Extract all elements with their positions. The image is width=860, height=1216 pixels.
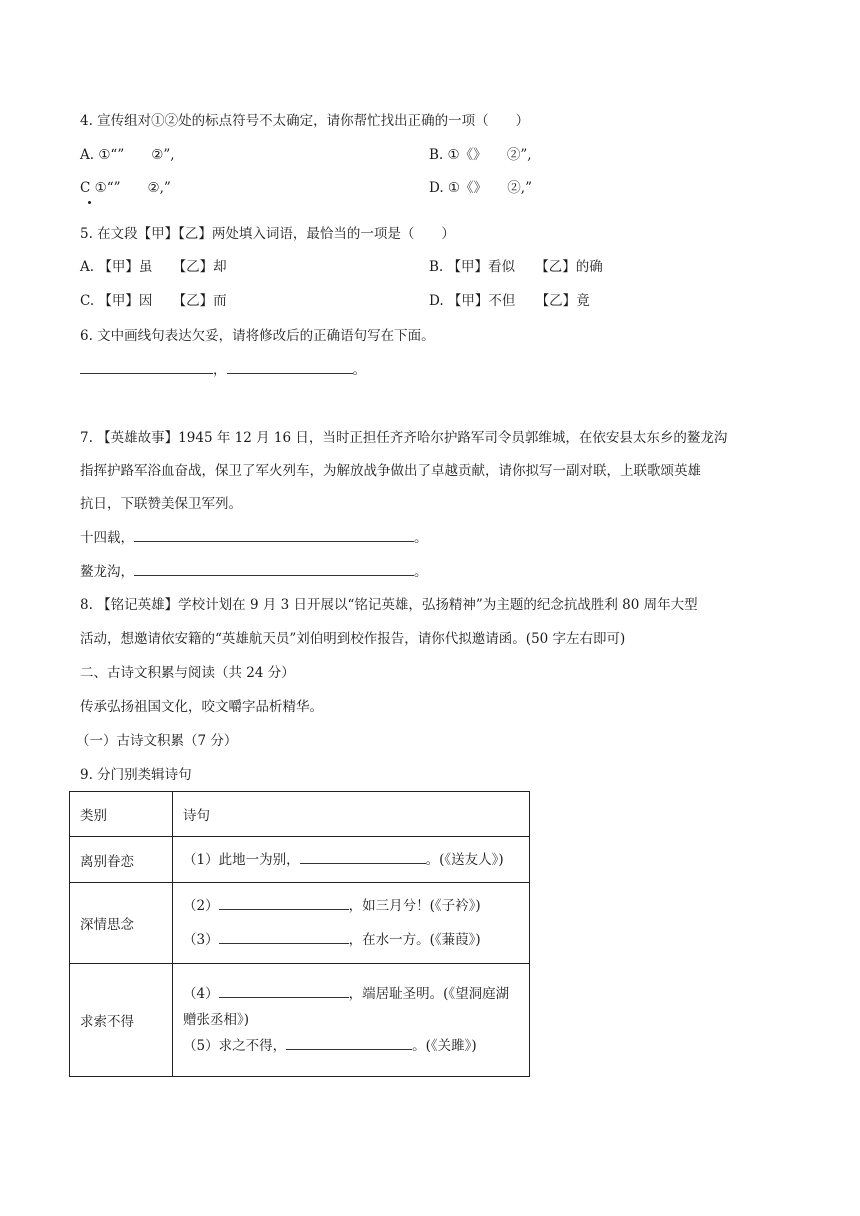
q5-option-d[interactable]: D. 【甲】不但 【乙】竟 [429, 293, 590, 309]
section-2-title: 二、古诗文积累与阅读（共 24 分） [80, 665, 295, 681]
poem-line-post: ，端居耻圣明。(《望洞庭湖 [348, 986, 510, 1002]
poem-blank-4[interactable] [219, 984, 349, 998]
q4-option-b[interactable]: B. ①《》 ②”, [429, 147, 532, 163]
q6-blank-1[interactable] [80, 360, 213, 374]
poem-line [183, 850, 529, 870]
q7-upper-prefix: 十四载， [80, 530, 134, 546]
q7-line-1: 7. 【英雄故事】1945 年 12 月 16 日，当时正担任齐齐哈尔护路军司令员郭维城，在依安县太东乡的鳌龙沟 [80, 430, 728, 446]
q6-period: 。 [352, 362, 366, 378]
row-category: 求索不得 [70, 964, 173, 1077]
q5-option-b[interactable]: B. 【甲】看似 【乙】的确 [429, 259, 603, 275]
q7-lower-prefix: 鳌龙沟， [80, 564, 134, 580]
table-row [70, 883, 530, 964]
q7-lower-couplet [80, 562, 428, 582]
poem-line-post: 。(《送友人》) [425, 851, 504, 868]
row-category: 离别眷恋 [70, 837, 173, 883]
q7-lower-period: 。 [414, 564, 428, 580]
poem-line-post: 。(《关雎》) [412, 1038, 477, 1054]
poem-table [69, 791, 530, 1077]
q8-line-1: 8. 【铭记英雄】学校计划在 9 月 3 日开展以“铭记英雄，弘扬精神”为主题的纪念抗战胜利 80 周年大型 [80, 597, 698, 613]
poem-line-pre: 赠张丞相》) [183, 1012, 250, 1028]
poem-blank-1[interactable] [300, 850, 426, 864]
subsection-1-title: （一）古诗文积累（7 分） [76, 733, 238, 749]
q7-lower-blank[interactable] [134, 562, 414, 576]
header-category: 类别 [70, 792, 173, 837]
q6-blank-2[interactable] [227, 360, 353, 374]
table-row [70, 837, 530, 883]
poem-blank-3[interactable] [219, 930, 349, 944]
q5-option-a[interactable]: A. 【甲】虽 【乙】却 [80, 259, 227, 275]
poem-blank-2[interactable] [219, 896, 349, 910]
row-lines [173, 964, 530, 1077]
section-2-intro: 传承弘扬祖国文化，咬文嚼字品析精华。 [80, 699, 323, 715]
q7-line-3: 抗日，下联赞美保卫军列。 [80, 496, 242, 512]
poem-line [183, 1036, 529, 1056]
q6-comma: ， [213, 362, 227, 378]
poem-line-pre: （3） [183, 932, 219, 948]
poem-line-pre: （5）求之不得， [183, 1038, 287, 1054]
poem-line [183, 930, 529, 950]
table-header-row [70, 792, 530, 837]
poem-blank-5[interactable] [286, 1036, 412, 1050]
q6-answer-line [80, 360, 366, 380]
row-lines [173, 837, 530, 883]
q8-line-2: 活动，想邀请依安籍的“英雄航天员”刘伯明到校作报告，请你代拟邀请函。(50 字左右即可) [80, 631, 626, 647]
q4-option-c[interactable]: C ①“” ②,” [80, 180, 171, 196]
poem-line [183, 1010, 529, 1030]
q7-upper-period: 。 [414, 530, 428, 546]
row-category: 深情思念 [70, 883, 173, 964]
poem-line-post: ，如三月兮！(《子衿》) [348, 898, 481, 914]
header-lines: 诗句 [173, 792, 530, 837]
q7-line-2: 指挥护路军浴血奋战，保卫了军火列车，为解放战争做出了卓越贡献，请你拟写一副对联，上联歌颂英雄 [80, 463, 701, 479]
poem-line [183, 896, 529, 916]
q5-stem: 5. 在文段【甲】【乙】两处填入词语，最恰当的一项是（ ） [80, 226, 455, 242]
poem-line-post: ，在水一方。(《蒹葭》) [348, 932, 481, 948]
poem-line-pre: （1）此地一为别， [183, 851, 300, 868]
q4-option-a[interactable]: A. ①“” ②”, [80, 147, 175, 163]
q6-stem: 6. 文中画线句表达欠妥，请将修改后的正确语句写在下面。 [80, 328, 435, 344]
poem-line-pre: （4） [183, 986, 219, 1002]
q4-option-d[interactable]: D. ①《》 ②,” [429, 180, 532, 196]
row-lines [173, 883, 530, 964]
poem-line [183, 984, 529, 1004]
emphasis-dot [88, 201, 91, 204]
q9-stem: 9. 分门别类辑诗句 [80, 767, 192, 783]
table-row [70, 964, 530, 1077]
q4-stem: 4. 宣传组对①②处的标点符号不太确定，请你帮忙找出正确的一项（ ） [80, 113, 530, 129]
q7-upper-couplet [80, 528, 428, 548]
poem-line-pre: （2） [183, 898, 219, 914]
q7-upper-blank[interactable] [134, 528, 414, 542]
q5-option-c[interactable]: C. 【甲】因 【乙】而 [80, 293, 227, 309]
